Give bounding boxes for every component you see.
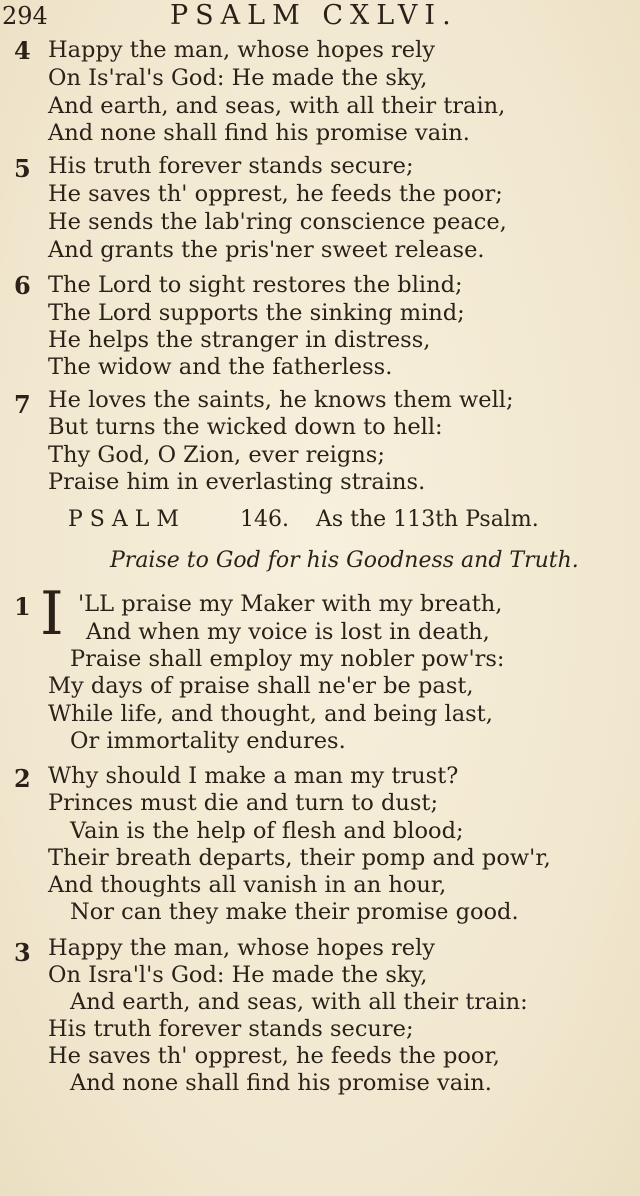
verse-line: Nor can they make their promise good. bbox=[70, 899, 519, 925]
verse-line: Princes must die and turn to dust; bbox=[48, 790, 439, 816]
verse-line: Happy the man, whose hopes rely bbox=[48, 935, 435, 961]
verse-line: His truth forever stands secure; bbox=[48, 153, 414, 179]
verse-line: And none shall find his promise vain. bbox=[48, 120, 470, 146]
page-number: 294 bbox=[2, 2, 48, 30]
psalm-subtitle: Praise to God for his Goodness and Truth. bbox=[110, 548, 579, 573]
stanza-number: 1 bbox=[14, 592, 31, 621]
verse-line: And grants the pris'ner sweet release. bbox=[48, 237, 485, 263]
verse-line: The Lord to sight restores the blind; bbox=[48, 272, 463, 298]
verse-line: And thoughts all vanish in an hour, bbox=[48, 872, 447, 898]
verse-line: But turns the wicked down to hell: bbox=[48, 414, 443, 440]
verse-line: He helps the stranger in distress, bbox=[48, 327, 431, 353]
verse-line: My days of praise shall ne'er be past, bbox=[48, 673, 474, 699]
psalm-label: PSALM bbox=[68, 507, 186, 532]
stanza-number: 5 bbox=[14, 154, 31, 183]
verse-line: He saves th' opprest, he feeds the poor; bbox=[48, 181, 503, 207]
verse-line: While life, and thought, and being last, bbox=[48, 701, 493, 727]
verse-line: And earth, and seas, with all their train: bbox=[70, 989, 528, 1015]
verse-line: He saves th' opprest, he feeds the poor, bbox=[48, 1043, 500, 1069]
verse-line: The Lord supports the sinking mind; bbox=[48, 300, 465, 326]
verse-line: Praise shall employ my nobler pow'rs: bbox=[70, 646, 505, 672]
stanza-number: 2 bbox=[14, 764, 31, 793]
verse-line: Praise him in everlasting strains. bbox=[48, 469, 426, 495]
verse-line: His truth forever stands secure; bbox=[48, 1016, 414, 1042]
verse-line: On Isra'l's God: He made the sky, bbox=[48, 962, 428, 988]
verse-line: And when my voice is lost in death, bbox=[86, 619, 490, 645]
verse-line: And none shall find his promise vain. bbox=[70, 1070, 492, 1096]
psalm-number: 146. bbox=[240, 507, 289, 532]
verse-line: He loves the saints, he knows them well; bbox=[48, 387, 514, 413]
verse-line: 'LL praise my Maker with my breath, bbox=[78, 591, 503, 617]
verse-line: Thy God, O Zion, ever reigns; bbox=[48, 442, 385, 468]
verse-line: The widow and the fatherless. bbox=[48, 354, 393, 380]
stanza-number: 6 bbox=[14, 271, 31, 300]
verse-line: He sends the lab'ring conscience peace, bbox=[48, 209, 507, 235]
verse-line: Or immortality endures. bbox=[70, 728, 346, 754]
verse-line: Vain is the help of flesh and blood; bbox=[70, 818, 464, 844]
tune-reference: As the 113th Psalm. bbox=[316, 507, 539, 532]
psalm-heading bbox=[0, 507, 640, 539]
verse-line: On Is'ral's God: He made the sky, bbox=[48, 65, 428, 91]
running-title: PSALM CXLVI. bbox=[170, 0, 458, 31]
verse-line: Why should I make a man my trust? bbox=[48, 763, 459, 789]
verse-line: Happy the man, whose hopes rely bbox=[48, 37, 435, 63]
verse-line: Their breath departs, their pomp and pow'r, bbox=[48, 845, 551, 871]
drop-cap: I bbox=[40, 579, 64, 649]
stanza-number: 3 bbox=[14, 938, 31, 967]
stanza-number: 7 bbox=[14, 390, 31, 419]
stanza-number: 4 bbox=[14, 36, 31, 65]
running-header bbox=[0, 0, 640, 34]
verse-line: And earth, and seas, with all their train, bbox=[48, 93, 506, 119]
